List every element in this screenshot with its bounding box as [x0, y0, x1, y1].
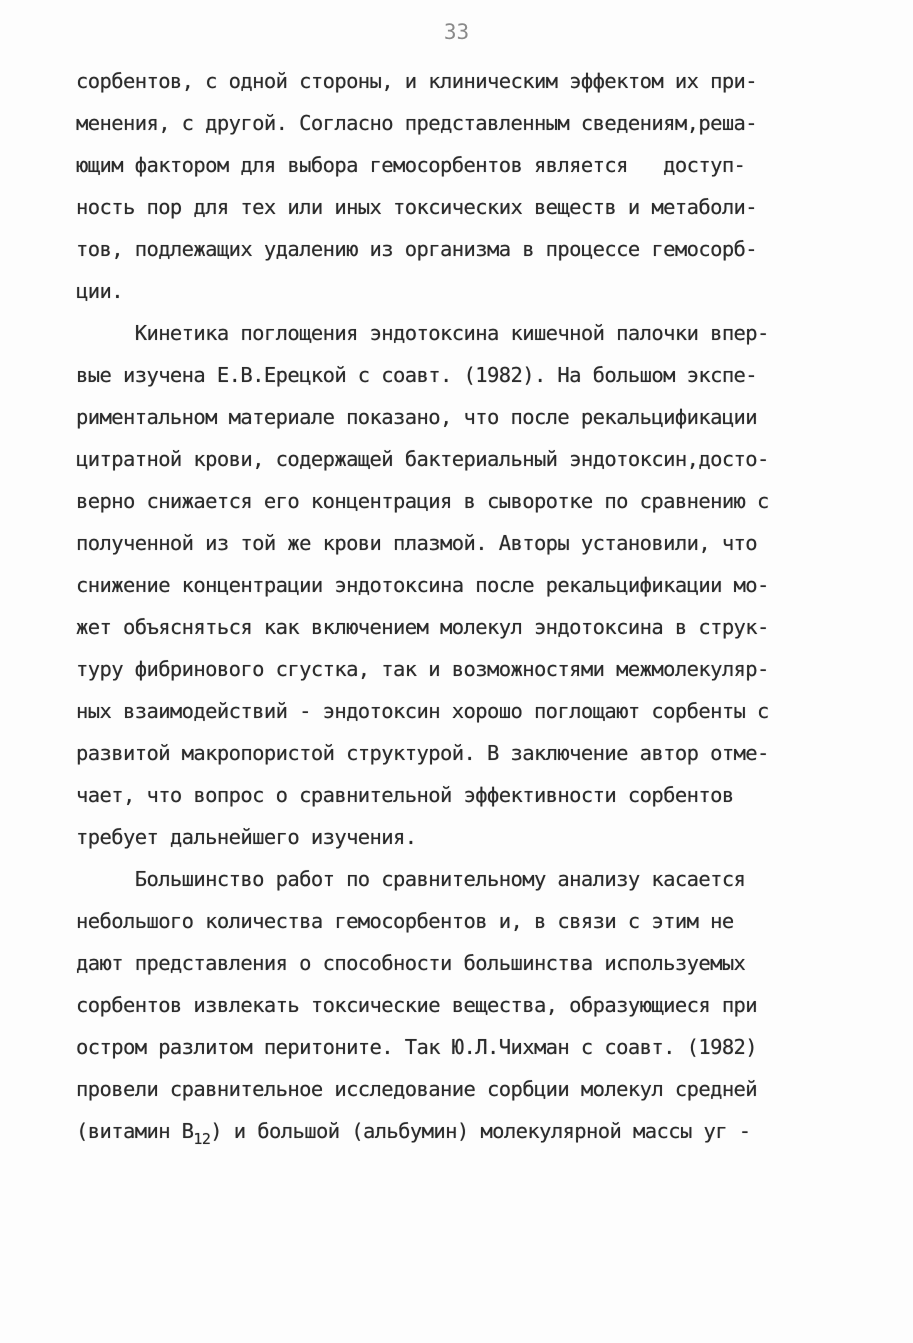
text-line: Большинство работ по сравнительному анализу касается: [76, 867, 746, 891]
text-line: Кинетика поглощения эндотоксина кишечной палочки впер-: [76, 321, 769, 345]
text-line: ных взаимодействий - эндотоксин хорошо поглощают сорбенты с: [76, 699, 769, 723]
text-line: вые изучена Е.В.Ерецкой с соавт. (1982). На большом экспе-: [76, 363, 758, 387]
text-line: туру фибринового сгустка, так и возможностями межмолекуляр-: [76, 657, 769, 681]
text-line: ющим фактором для выбора гемосорбентов является доступ-: [76, 153, 746, 177]
text-line: ность пор для тех или иных токсических веществ и метаболи-: [76, 195, 758, 219]
body-text: [76, 60, 846, 1152]
text-line: сорбентов извлекать токсические вещества, образующиеся при: [76, 993, 758, 1017]
page-number: 33: [443, 20, 470, 44]
text-line: остром разлитом перитоните. Так Ю.Л.Чихман с соавт. (1982): [76, 1035, 758, 1059]
text-line: цитратной крови, содержащей бактериальный эндотоксин,досто-: [76, 447, 769, 471]
text-line: жет объясняться как включением молекул эндотоксина в струк-: [76, 615, 769, 639]
text-line: менения, с другой. Согласно представленным сведениям,реша-: [76, 111, 758, 135]
text-fragment: ) и большой (альбумин) молекулярной массы уг -: [210, 1119, 751, 1143]
text-fragment: (витамин В: [76, 1119, 194, 1143]
text-line: снижение концентрации эндотоксина после рекальцификации мо-: [76, 573, 769, 597]
subscript: 12: [193, 1130, 211, 1148]
text-line: чает, что вопрос о сравнительной эффективности сорбентов: [76, 783, 734, 807]
text-line: провели сравнительное исследование сорбции молекул средней: [76, 1077, 758, 1101]
text-line-last: [76, 1110, 846, 1152]
text-line: небольшого количества гемосорбентов и, в связи с этим не: [76, 909, 734, 933]
text-line: риментальном материале показано, что после рекальцификации: [76, 405, 758, 429]
text-line: сорбентов, с одной стороны, и клиническим эффектом их при-: [76, 69, 758, 93]
text-line: ции.: [76, 279, 123, 303]
text-line: верно снижается его концентрация в сыворотке по сравнению с: [76, 489, 769, 513]
text-line: дают представления о способности большинства используемых: [76, 951, 746, 975]
text-line: полученной из той же крови плазмой. Авторы установили, что: [76, 531, 758, 555]
text-line: требует дальнейшего изучения.: [76, 825, 417, 849]
text-line: тов, подлежащих удалению из организма в процессе гемосорб-: [76, 237, 758, 261]
text-line: развитой макропористой структурой. В заключение автор отме-: [76, 741, 769, 765]
